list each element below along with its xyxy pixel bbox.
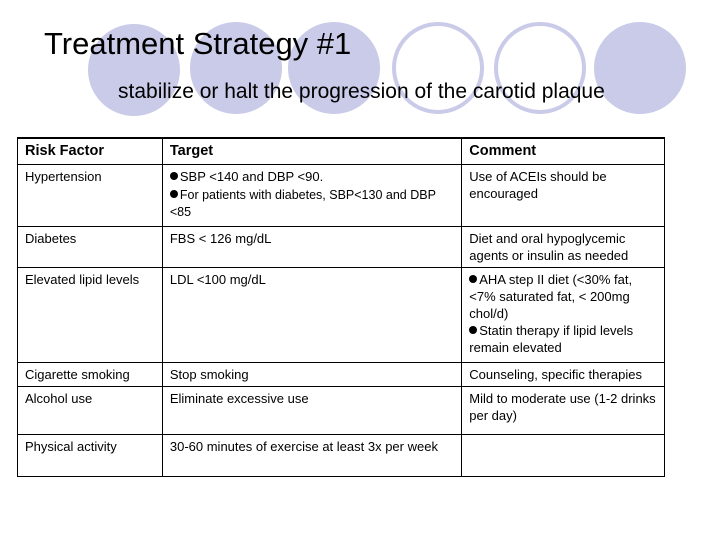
bullet-icon xyxy=(469,326,477,334)
bullet-icon xyxy=(170,190,178,198)
table-row xyxy=(18,165,665,227)
table-row xyxy=(18,268,665,363)
slide-subtitle: stabilize or halt the progression of the carotid plaque xyxy=(118,80,605,103)
risk-factor-table xyxy=(17,137,665,477)
comment-cell xyxy=(462,165,665,227)
risk-cell: Elevated lipid levels xyxy=(18,268,163,363)
bullet-icon xyxy=(170,172,178,180)
target-cell xyxy=(162,268,461,363)
table-header-row xyxy=(18,138,665,165)
comment-text: Statin therapy if lipid levels remain elevated xyxy=(469,323,634,355)
comment-text: Mild to moderate use (1-2 drinks per day) xyxy=(469,391,656,423)
target-cell xyxy=(162,165,461,227)
risk-cell: Cigarette smoking xyxy=(18,363,163,387)
comment-text: Diet and oral hypoglycemic agents or insulin as needed xyxy=(469,231,629,263)
comment-text: Use of ACEIs should be encouraged xyxy=(469,169,607,201)
bullet-item xyxy=(469,271,658,322)
comment-cell xyxy=(462,268,665,363)
target-cell xyxy=(162,387,461,435)
table-row xyxy=(18,387,665,435)
target-cell xyxy=(162,435,461,477)
comment-cell xyxy=(462,387,665,435)
header-target: Target xyxy=(162,138,461,165)
comment-text: Counseling, specific therapies xyxy=(469,367,642,382)
bullet-item xyxy=(469,322,658,356)
target-text: FBS < 126 mg/dL xyxy=(169,231,272,246)
slide-title: Treatment Strategy #1 xyxy=(44,26,352,61)
comment-text: AHA step II diet (<30% fat, <7% saturated fat, < 200mg chol/d) xyxy=(469,272,633,321)
table-row xyxy=(18,435,665,477)
table-row xyxy=(18,363,665,387)
bullet-item xyxy=(170,187,455,221)
target-text: Stop smoking xyxy=(169,367,249,382)
deco-circle xyxy=(594,22,686,114)
comment-cell xyxy=(462,435,665,477)
decorative-circles xyxy=(0,0,720,140)
bullet-item xyxy=(170,168,455,185)
target-text: LDL <100 mg/dL xyxy=(169,272,266,287)
target-text: For patients with diabetes, SBP<130 and DBP <85 xyxy=(169,188,436,219)
target-cell xyxy=(162,227,461,268)
risk-cell: Alcohol use xyxy=(18,387,163,435)
risk-cell: Hypertension xyxy=(18,165,163,227)
target-cell xyxy=(162,363,461,387)
header-comment: Comment xyxy=(462,138,665,165)
risk-cell: Physical activity xyxy=(18,435,163,477)
comment-cell xyxy=(462,227,665,268)
table-row xyxy=(18,227,665,268)
risk-cell: Diabetes xyxy=(18,227,163,268)
header-risk-factor: Risk Factor xyxy=(18,138,163,165)
bullet-icon xyxy=(469,275,477,283)
target-text: SBP <140 and DBP <90. xyxy=(179,169,324,184)
target-text: 30-60 minutes of exercise at least 3x per week xyxy=(169,439,438,454)
target-text: Eliminate excessive use xyxy=(169,391,309,406)
comment-cell xyxy=(462,363,665,387)
